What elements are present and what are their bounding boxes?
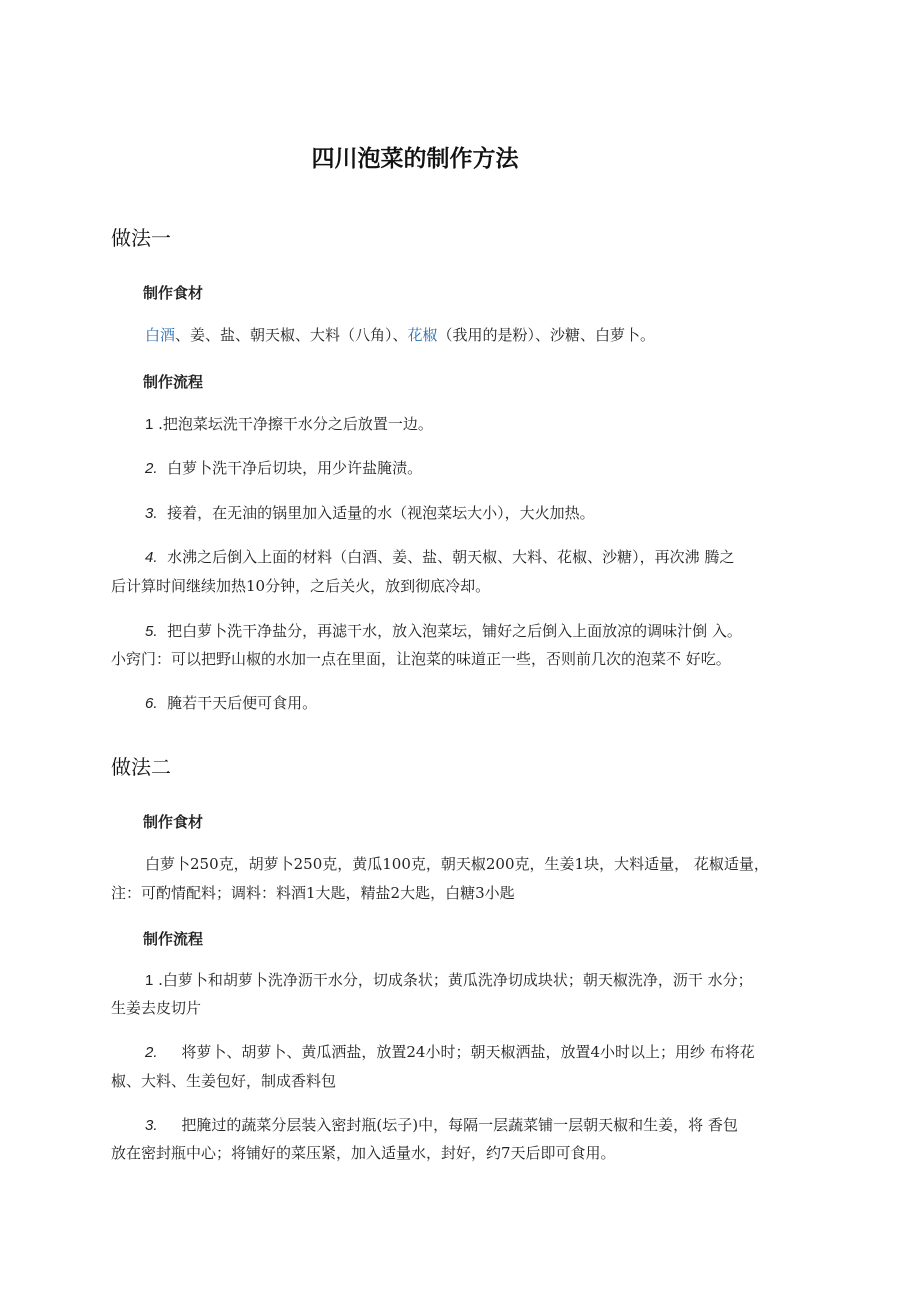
step-number: 3. [145,1117,158,1134]
method2-ingredients-line2: 注：可酌情配料；调料：料酒1大匙，精盐2大匙，白糖3小匙 [111,884,515,902]
method2-step-2-cont: 椒、大料、生姜包好，制成香料包 [111,1072,337,1090]
step-text: 将萝卜、胡萝卜、黄瓜洒盐，放置24小时；朝天椒洒盐，放置4小时以上；用纱 布将花 [181,1043,755,1061]
method1-ingredients-heading: 制作食材 [143,284,204,302]
step-number: 2. [145,1044,158,1061]
step-text: 把腌过的蔬菜分层装入密封瓶(坛子)中，每隔一层蔬菜铺一层朝天椒和生姜，将 香包 [181,1116,738,1134]
method1-step-3 [145,499,595,528]
ingredients-text: （我用的是粉）、沙糖、白萝卜。 [437,326,656,344]
method1-step-4-cont: 后计算时间继续加热10分钟，之后关火，放到彻底冷却。 [111,577,491,595]
step-number: 2. [145,460,158,477]
huajiao-link[interactable]: 花椒 [407,326,438,344]
step-number: 1 [145,416,154,433]
step-text: 接着，在无油的锅里加入适量的水（视泡菜坛大小），大火加热。 [167,504,595,522]
method1-step-6 [145,689,317,718]
step-text: 把白萝卜洗干净盐分，再滤干水，放入泡菜坛，铺好之后倒入上面放凉的调味汁倒 入。 [167,622,742,640]
step-number: 3. [145,505,158,522]
method2-step-1-cont: 生姜去皮切片 [111,999,202,1017]
ingredients-text: 、姜、盐、朝天椒、大料（八角）、 [175,326,408,344]
method2-heading: 做法二 [111,755,171,779]
page-title: 四川泡菜的制作方法 [311,146,519,172]
step-text: 水沸之后倒入上面的材料（白酒、姜、盐、朝天椒、大料、花椒、沙糖），再次沸 腾之 [167,548,735,566]
step-text: .白萝卜和胡萝卜洗净沥干水分，切成条状；黄瓜洗净切成块状；朝天椒洗净，沥干 水分； [158,971,753,989]
method2-steps-heading: 制作流程 [143,930,204,948]
method1-step-5-cont: 小窍门：可以把野山椒的水加一点在里面，让泡菜的味道正一些，否则前几次的泡菜不 好吃。 [111,650,731,668]
method1-step-1 [145,410,433,439]
step-number: 5. [145,623,158,640]
step-text: 白萝卜洗干净后切块，用少许盐腌渍。 [167,459,423,477]
step-number: 6. [145,695,158,712]
step-text: .把泡菜坛洗干净擦干水分之后放置一边。 [158,415,433,433]
step-number: 1 [145,972,154,989]
method2-ingredients-heading: 制作食材 [143,813,204,831]
method2-step-1 [145,966,753,995]
baijiu-link[interactable]: 白酒 [145,326,176,344]
method1-ingredients-line [145,321,655,349]
method2-step-2 [145,1038,755,1067]
method1-step-2 [145,454,422,483]
method1-step-4 [145,543,734,572]
method1-heading: 做法一 [111,226,171,250]
method2-step-3-cont: 放在密封瓶中心；将铺好的菜压紧，加入适量水，封好，约7天后即可食用。 [111,1144,616,1162]
method1-steps-heading: 制作流程 [143,373,204,391]
step-text: 腌若干天后便可食用。 [167,694,318,712]
method2-step-3 [145,1111,738,1140]
step-number: 4. [145,549,158,566]
method1-step-5 [145,617,742,646]
method2-ingredients-line1: 白萝卜250克，胡萝卜250克，黄瓜100克，朝天椒200克，生姜1块，大料适量， 花椒适量， [145,855,769,873]
